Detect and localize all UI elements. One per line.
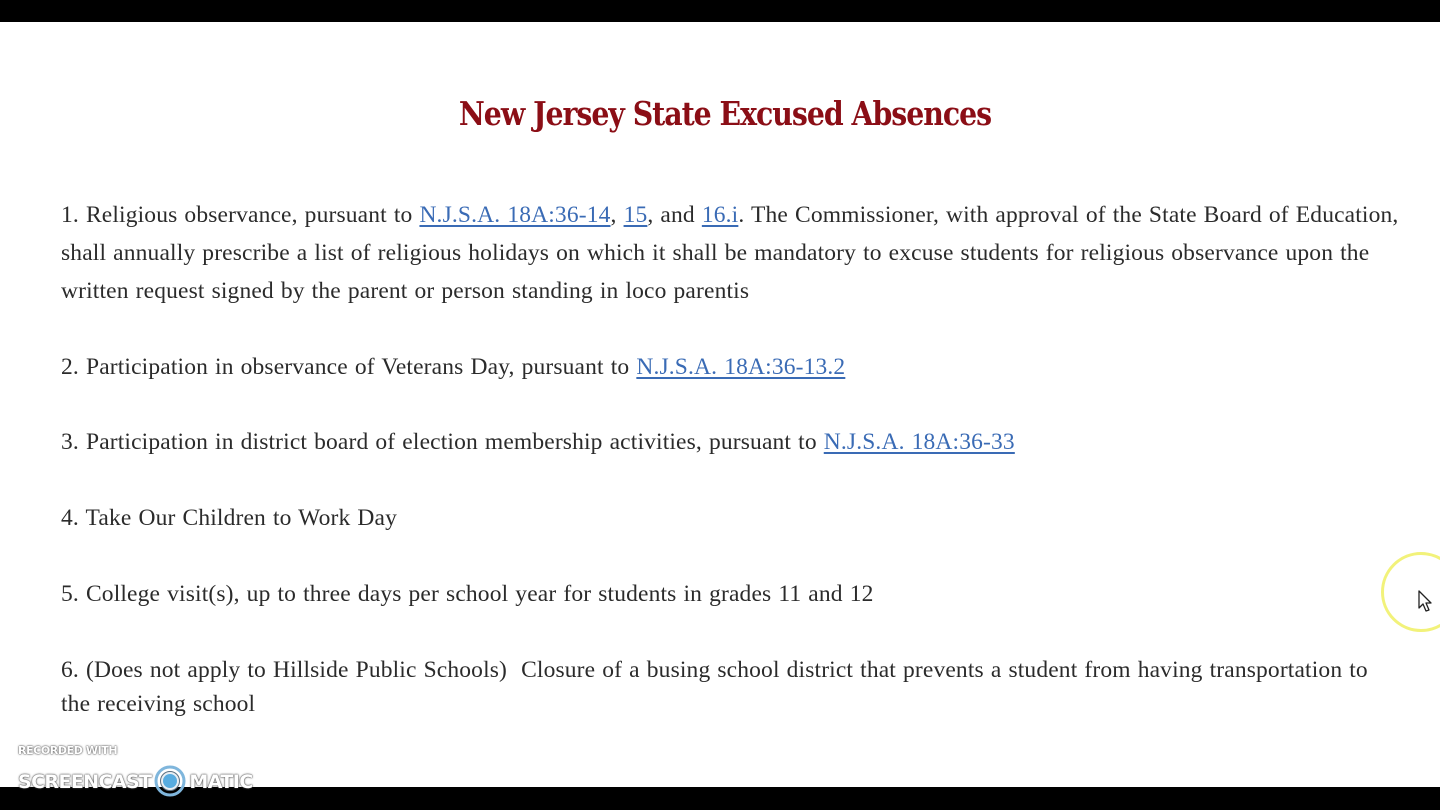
item-number: 1. <box>61 202 79 228</box>
item-number: 4. <box>61 505 79 531</box>
link-njsa-18a-36-33[interactable]: N.J.S.A. 18A:36-33 <box>823 429 1015 455</box>
link-njsa-18a-36-13-2[interactable]: N.J.S.A. 18A:36-13.2 <box>636 354 846 380</box>
document-page <box>0 22 1440 787</box>
list-item-take-our-children-to-work <box>61 499 1401 537</box>
item-number: 5. <box>61 581 79 607</box>
watermark-brand-right: MATIC <box>189 771 253 793</box>
separator: , and <box>647 202 702 228</box>
item-text: Participation in district board of election membership activities, pursuant to <box>85 429 824 455</box>
item-text: Religious observance, pursuant to <box>85 202 420 228</box>
item-number: 3. <box>61 429 79 455</box>
item-text: Take Our Children to Work Day <box>85 505 398 531</box>
watermark-brand-left: SCREENCAST <box>18 771 152 793</box>
list-item-religious-observance <box>61 196 1401 310</box>
separator: , <box>610 202 624 228</box>
page-title: New Jersey State Excused Absences <box>458 94 992 133</box>
item-number: 6. <box>61 657 79 683</box>
item-text-continued: . The Commissioner, with approval of the State Board of Education, shall annually prescribe a list of religious holidays on which it shall be mandatory to excuse students for religious observance upon the written request signed by the parent or person standing in loco parentis <box>61 202 1399 304</box>
item-number: 2. <box>61 354 79 380</box>
letterbox-top <box>0 0 1440 22</box>
item-text: Participation in observance of Veterans Day, pursuant to <box>85 354 637 380</box>
mouse-pointer-icon <box>1418 590 1434 614</box>
item-text: (Does not apply to Hillside Public Schools) Closure of a busing school district that prevents a student from having transportation to the receiving school <box>61 657 1375 717</box>
item-text: College visit(s), up to three days per school year for students in grades 11 and 12 <box>85 581 874 607</box>
watermark-recorded-with: RECORDED WITH <box>18 744 118 757</box>
list-item-veterans-day <box>61 348 1401 386</box>
list-item-busing-closure <box>61 653 1401 721</box>
screencast-o-matic-watermark <box>18 744 278 794</box>
link-njsa-18a-36-14[interactable]: N.J.S.A. 18A:36-14 <box>419 202 611 228</box>
list-item-board-of-election <box>61 423 1401 461</box>
list-item-college-visits <box>61 575 1401 613</box>
link-16i[interactable]: 16.i <box>701 202 739 228</box>
screencast-o-matic-logo-icon <box>154 765 186 797</box>
watermark-brand <box>18 766 253 798</box>
link-15[interactable]: 15 <box>623 202 648 228</box>
